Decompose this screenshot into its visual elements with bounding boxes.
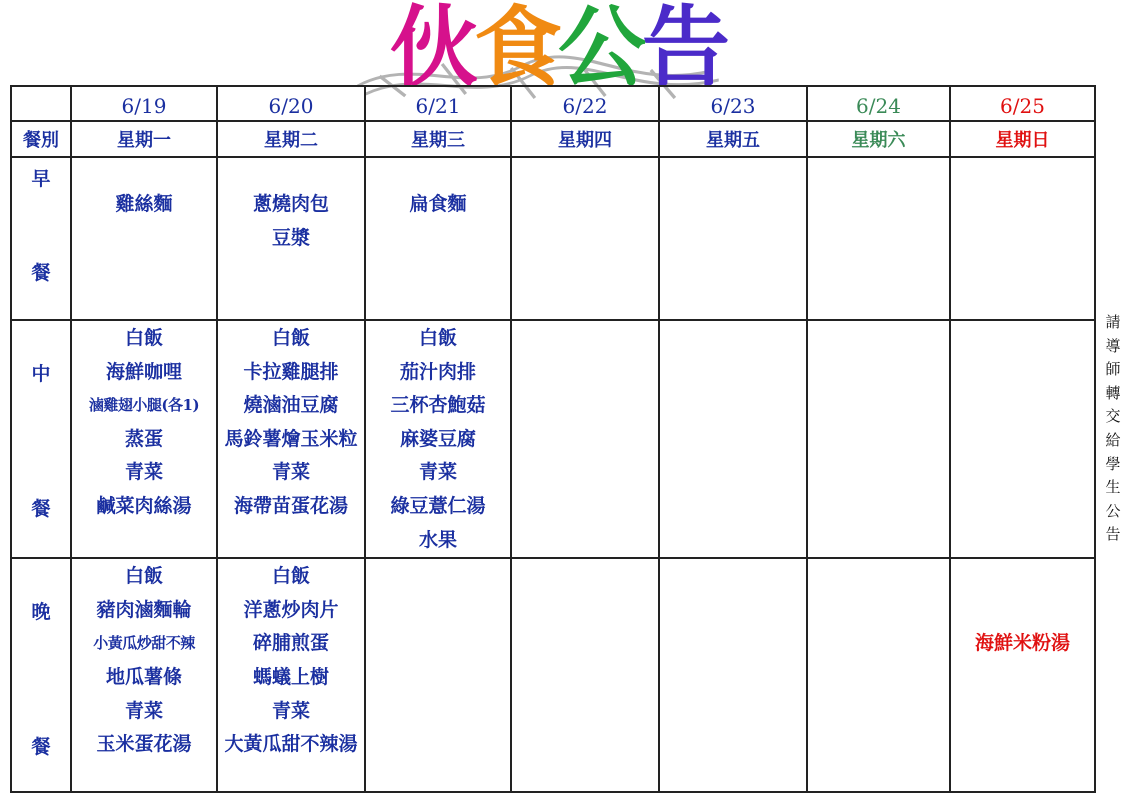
meal-label-cell	[11, 320, 71, 558]
dish-item: 洋蔥炒肉片	[243, 598, 339, 621]
menu-cell	[950, 157, 1095, 320]
meal-label-top: 中	[31, 363, 51, 385]
dish-item: 海帶苗蛋花湯	[233, 494, 348, 517]
corner-cell	[11, 86, 71, 121]
weekday-cell-sunday: 星期日	[950, 121, 1095, 157]
date-cell-sunday: 6/25	[950, 86, 1095, 121]
weekday-cell: 星期二	[217, 121, 365, 157]
weekday-cell-saturday: 星期六	[807, 121, 950, 157]
breakfast-row	[11, 157, 1095, 320]
meal-label-bottom: 餐	[31, 736, 51, 759]
menu-cell	[365, 558, 511, 792]
side-note-char: 生	[1105, 478, 1121, 497]
weekday-cell: 星期一	[71, 121, 217, 157]
dish-item: 雞絲麵	[115, 193, 173, 215]
dish-item: 小黃瓜炒甜不辣	[93, 634, 195, 653]
side-note-char: 轉	[1105, 383, 1121, 402]
weekday-cell: 星期五	[659, 121, 807, 157]
dish-item: 馬鈴薯燴玉米粒	[224, 427, 358, 450]
dish-item: 三杯杏鮑菇	[390, 394, 486, 417]
dish-item: 白飯	[271, 565, 310, 588]
dish-item: 白飯	[124, 565, 163, 588]
menu-cell	[71, 558, 217, 792]
date-cell-saturday: 6/24	[807, 86, 950, 121]
dish-item: 地瓜薯條	[105, 665, 182, 688]
dish-item: 白飯	[271, 327, 310, 349]
lunch-row	[11, 320, 1095, 558]
meal-type-header: 餐別	[11, 121, 71, 157]
menu-cell	[807, 558, 950, 792]
dish-item: 碎脯煎蛋	[252, 632, 329, 655]
dish-item: 青菜	[418, 461, 457, 484]
dish-item: 綠豆薏仁湯	[390, 494, 486, 517]
menu-cell	[807, 320, 950, 558]
dish-item: 青菜	[271, 461, 310, 484]
menu-cell	[511, 558, 659, 792]
menu-cell	[659, 558, 807, 792]
dish-item: 滷雞翅小腿(各1)	[88, 396, 200, 415]
title-char: 伙	[390, 0, 479, 99]
menu-cell	[511, 157, 659, 320]
title-char: 食	[474, 0, 563, 99]
meal-label-cell	[11, 157, 71, 320]
dish-item: 燒滷油豆腐	[243, 394, 339, 417]
meal-label-bottom: 餐	[31, 498, 51, 520]
menu-cell	[71, 320, 217, 558]
date-row	[11, 86, 1095, 121]
dish-item: 海鮮米粉湯	[974, 632, 1070, 655]
menu-table	[10, 85, 1096, 793]
meal-label-top: 晚	[31, 601, 51, 624]
menu-cell	[217, 320, 365, 558]
side-note-char: 給	[1105, 430, 1121, 449]
dish-item: 卡拉雞腿排	[243, 360, 339, 383]
menu-cell	[950, 558, 1095, 792]
dinner-row	[11, 558, 1095, 792]
weekday-row	[11, 121, 1095, 157]
dish-item: 螞蟻上樹	[252, 665, 329, 688]
dish-item: 青菜	[271, 699, 310, 722]
dish-item: 玉米蛋花湯	[96, 733, 192, 756]
side-note-char: 告	[1105, 525, 1121, 544]
menu-cell	[950, 320, 1095, 558]
date-cell: 6/20	[217, 86, 365, 121]
menu-cell	[659, 320, 807, 558]
menu-cell	[807, 157, 950, 320]
date-cell: 6/23	[659, 86, 807, 121]
side-note	[1103, 311, 1123, 547]
dish-item: 蒸蛋	[124, 427, 163, 450]
meal-label-top: 早	[31, 168, 51, 190]
dish-item: 鹹菜肉絲湯	[96, 494, 192, 517]
side-note-char: 公	[1105, 501, 1121, 520]
dish-item	[951, 594, 1094, 628]
menu-cell	[511, 320, 659, 558]
weekday-cell: 星期四	[511, 121, 659, 157]
dish-item: 青菜	[124, 461, 163, 484]
menu-cell	[217, 558, 365, 792]
meal-label-cell	[11, 558, 71, 792]
side-note-char: 學	[1105, 454, 1121, 473]
menu-cell	[365, 157, 511, 320]
dish-item: 麻婆豆腐	[399, 427, 476, 450]
title-char: 公	[558, 0, 647, 99]
dish-item: 水果	[418, 528, 457, 551]
side-note-char: 導	[1105, 336, 1121, 355]
dish-item	[951, 560, 1094, 594]
dish-item: 茄汁肉排	[399, 360, 476, 383]
weekday-cell: 星期三	[365, 121, 511, 157]
menu-cell	[365, 320, 511, 558]
dish-item: 豬肉滷麵輪	[96, 598, 192, 621]
date-cell: 6/19	[71, 86, 217, 121]
dish-item: 大黃瓜甜不辣湯	[224, 733, 358, 756]
dish-item: 白飯	[124, 327, 163, 349]
menu-cell	[659, 157, 807, 320]
dish-item: 扁食麵	[409, 193, 467, 215]
date-cell: 6/21	[365, 86, 511, 121]
dish-item: 豆漿	[271, 226, 310, 249]
dish-item: 青菜	[124, 699, 163, 722]
dish-item: 海鮮咖哩	[105, 360, 182, 383]
side-note-char: 師	[1105, 360, 1121, 379]
title-char: 告	[642, 0, 731, 99]
side-note-char: 請	[1105, 313, 1121, 331]
dish-item: 白飯	[418, 327, 457, 349]
menu-cell	[71, 157, 217, 320]
dish-item: 蔥燒肉包	[252, 193, 329, 215]
menu-cell	[217, 157, 365, 320]
side-note-char: 交	[1105, 407, 1121, 426]
meal-label-bottom: 餐	[31, 262, 51, 284]
date-cell: 6/22	[511, 86, 659, 121]
